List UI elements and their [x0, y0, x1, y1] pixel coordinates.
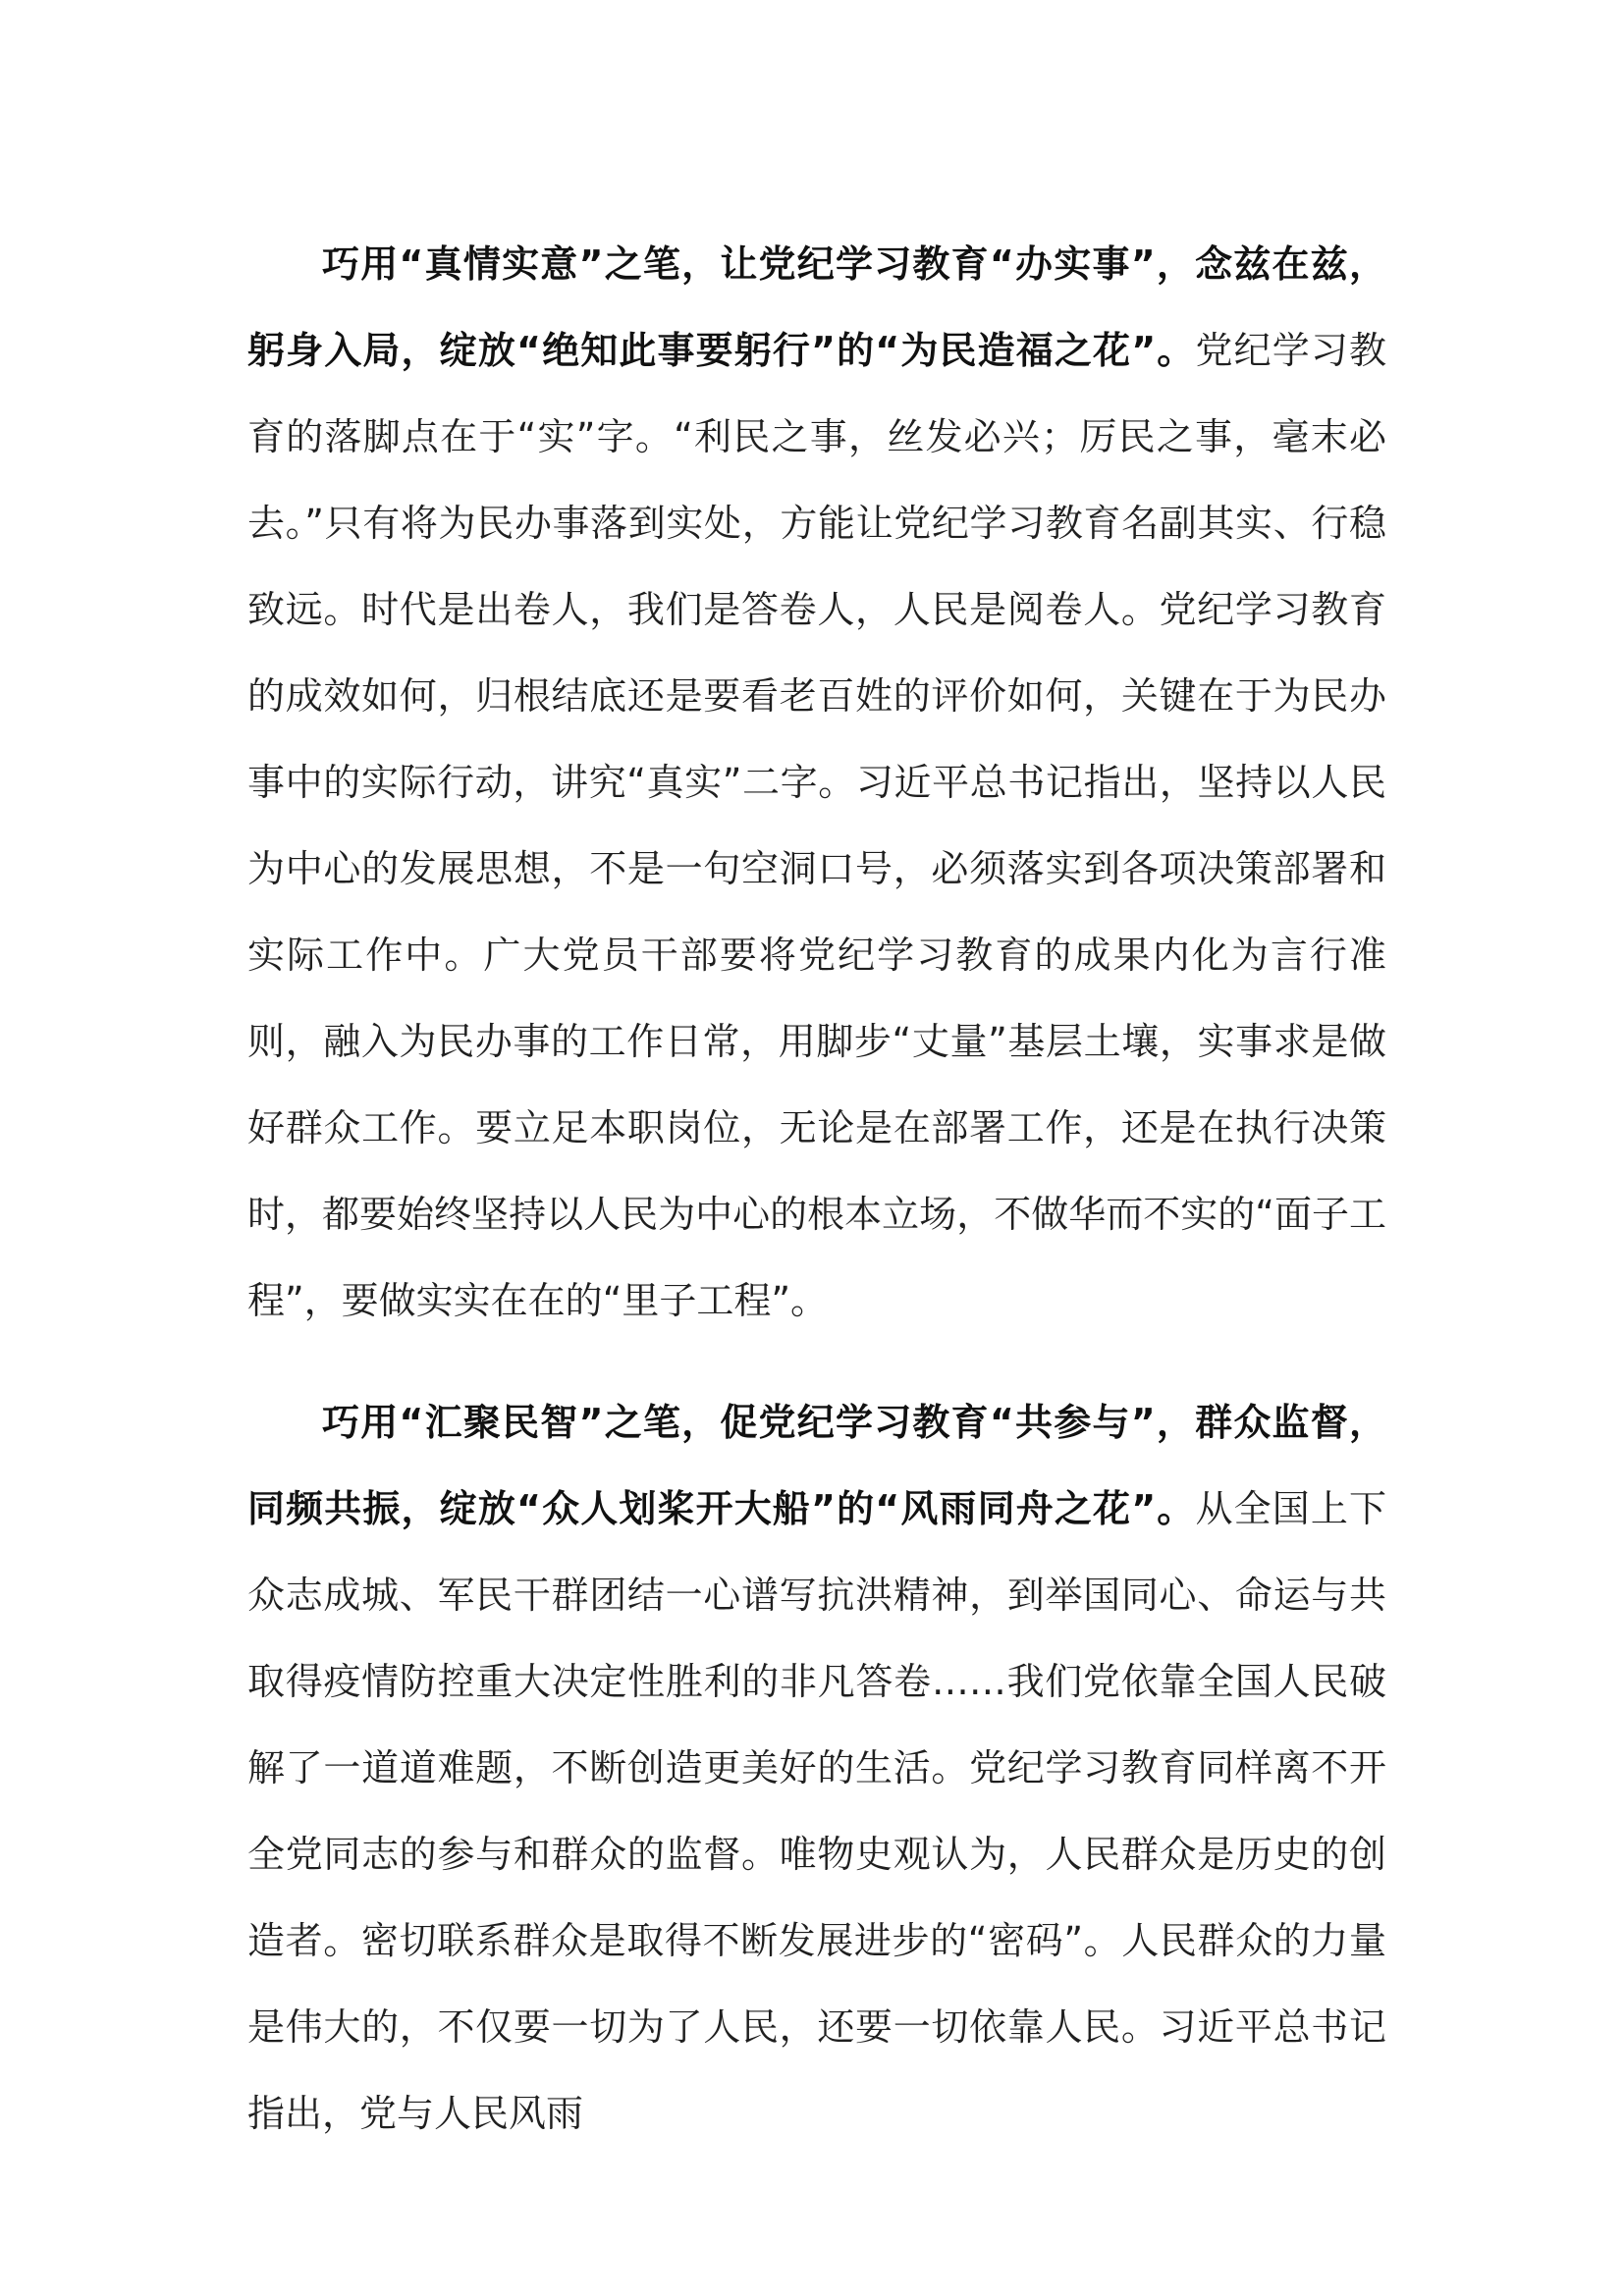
paragraph-2-lead: 巧用“汇聚民智”之笔，促党纪学习教育“共参与”，群众监督，同频共振，绽放“众人划桨开大船”的“风雨同舟之花”。 — [247, 1401, 1386, 1530]
paragraph-1 — [247, 221, 1386, 1344]
article-body — [247, 221, 1386, 2157]
paragraph-1-lead: 巧用“真情实意”之笔，让党纪学习教育“办实事”，念兹在兹，躬身入局，绽放“绝知此事要躬行”的“为民造福之花”。 — [247, 242, 1386, 372]
paragraph-2-body: 从全国上下众志成城、军民干群团结一心谱写抗洪精神，到举国同心、命运与共取得疫情防控重大决定性胜利的非凡答卷……我们党依靠全国人民破解了一道道难题，不断创造更美好的生活。党纪学习教育同样离不开全党同志的参与和群众的监督。唯物史观认为，人民群众是历史的创造者。密切联系群众是取得不断发展进步的“密码”。人民群众的力量是伟大的，不仅要一切为了人民，还要一切依靠人民。习近平总书记指出，党与人民风雨 — [247, 1487, 1386, 2135]
paragraph-2 — [247, 1379, 1386, 2157]
paragraph-1-body: 党纪学习教育的落脚点在于“实”字。“利民之事，丝发必兴；厉民之事，毫末必去。”只有将为民办事落到实处，方能让党纪学习教育名副其实、行稳致远。时代是出卷人，我们是答卷人，人民是阅卷人。党纪学习教育的成效如何，归根结底还是要看老百姓的评价如何，关键在于为民办事中的实际行动，讲究“真实”二字。习近平总书记指出，坚持以人民为中心的发展思想，不是一句空洞口号，必须落实到各项决策部署和实际工作中。广大党员干部要将党纪学习教育的成果内化为言行准则，融入为民办事的工作日常，用脚步“丈量”基层土壤，实事求是做好群众工作。要立足本职岗位，无论是在部署工作，还是在执行决策时，都要始终坚持以人民为中心的根本立场，不做华而不实的“面子工程”，要做实实在在的“里子工程”。 — [247, 329, 1386, 1322]
